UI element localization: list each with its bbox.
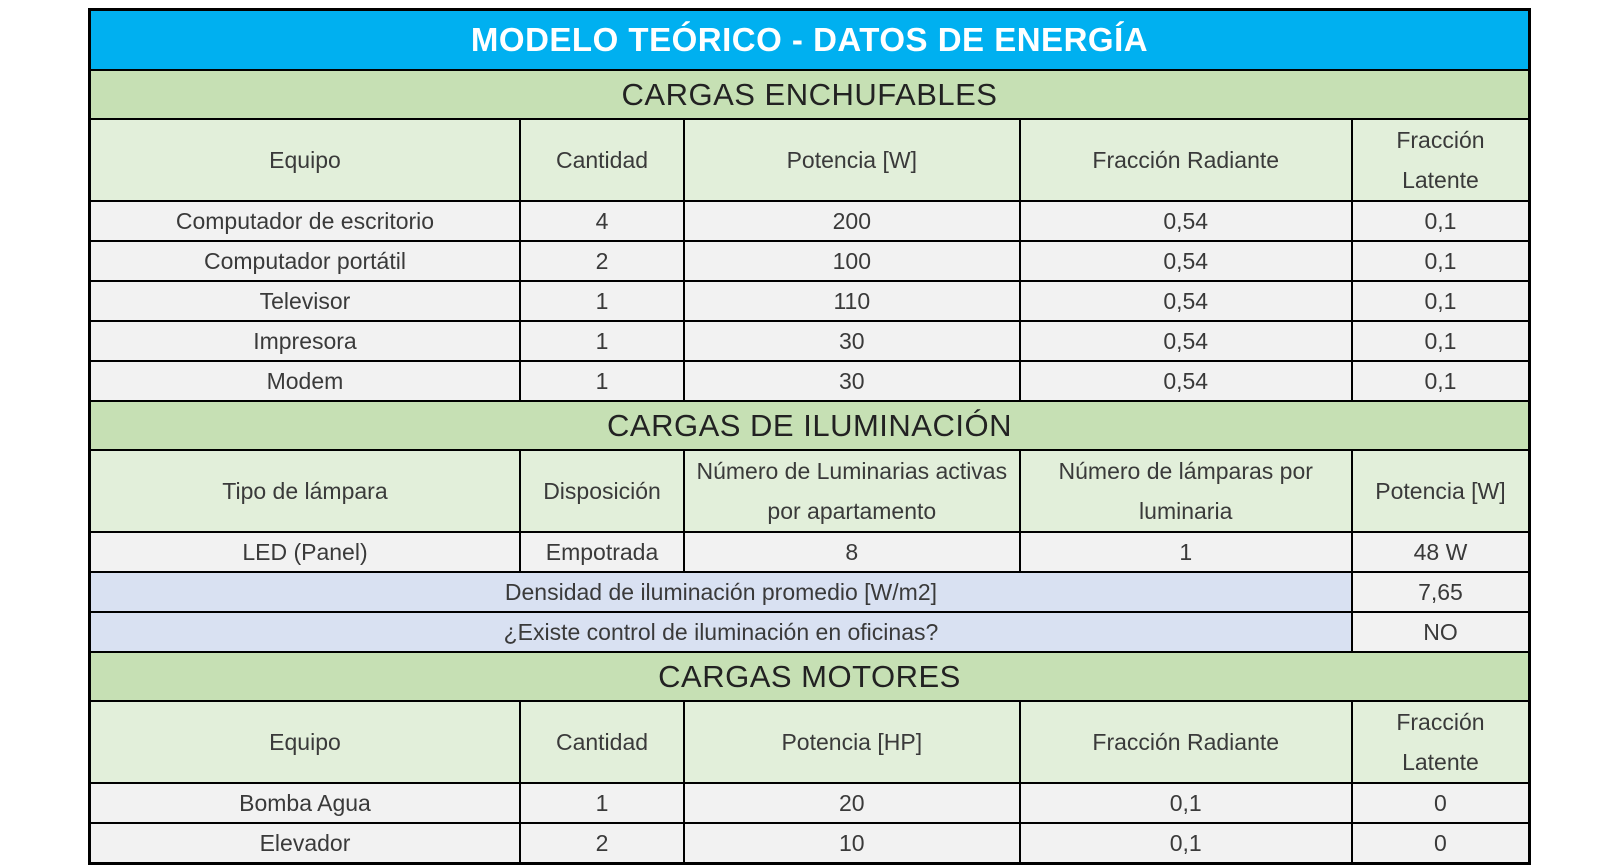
title-row bbox=[90, 10, 1530, 71]
header-cell: Cantidad bbox=[520, 701, 684, 783]
table-cell: 0,1 bbox=[1352, 281, 1530, 321]
table-cell: 4 bbox=[520, 201, 684, 241]
table-row bbox=[90, 783, 1530, 823]
table-cell: 110 bbox=[684, 281, 1019, 321]
header-cell: Tipo de lámpara bbox=[90, 450, 520, 532]
table-cell: 0 bbox=[1352, 783, 1530, 823]
plug-header-row bbox=[90, 119, 1530, 201]
table-cell: 0 bbox=[1352, 823, 1530, 864]
header-cell: Cantidad bbox=[520, 119, 684, 201]
table-cell: 1 bbox=[520, 281, 684, 321]
density-value: 7,65 bbox=[1352, 572, 1530, 612]
table-cell: 0,1 bbox=[1020, 823, 1352, 864]
table-cell: Impresora bbox=[90, 321, 520, 361]
table-cell: Modem bbox=[90, 361, 520, 401]
table-row bbox=[90, 201, 1530, 241]
table-row bbox=[90, 823, 1530, 864]
table-cell: 30 bbox=[684, 361, 1019, 401]
lighting-control-label: ¿Existe control de iluminación en oficinas? bbox=[90, 612, 1352, 652]
table-cell: Empotrada bbox=[520, 532, 684, 572]
table-row bbox=[90, 532, 1530, 572]
table-cell: 1 bbox=[520, 783, 684, 823]
density-label: Densidad de iluminación promedio [W/m2] bbox=[90, 572, 1352, 612]
header-cell: Número de Luminarias activas por apartamento bbox=[684, 450, 1019, 532]
header-cell: Número de lámparas por luminaria bbox=[1020, 450, 1352, 532]
table-cell: 1 bbox=[520, 361, 684, 401]
plug-section-row bbox=[90, 70, 1530, 119]
table-cell: 100 bbox=[684, 241, 1019, 281]
table-cell: 0,54 bbox=[1020, 321, 1352, 361]
table-cell: 0,54 bbox=[1020, 241, 1352, 281]
table-row bbox=[90, 281, 1530, 321]
header-cell: Equipo bbox=[90, 119, 520, 201]
table-row bbox=[90, 321, 1530, 361]
table-cell: 0,54 bbox=[1020, 281, 1352, 321]
table-cell: 0,1 bbox=[1352, 321, 1530, 361]
header-cell: Fracción Latente bbox=[1352, 701, 1530, 783]
header-cell: Disposición bbox=[520, 450, 684, 532]
table-cell: 2 bbox=[520, 823, 684, 864]
table-cell: 0,1 bbox=[1020, 783, 1352, 823]
lighting-header-row bbox=[90, 450, 1530, 532]
table-cell: 10 bbox=[684, 823, 1019, 864]
table-cell: 0,54 bbox=[1020, 201, 1352, 241]
lighting-control-value: NO bbox=[1352, 612, 1530, 652]
header-cell: Potencia [W] bbox=[684, 119, 1019, 201]
table-title: MODELO TEÓRICO - DATOS DE ENERGÍA bbox=[90, 10, 1530, 71]
header-cell: Fracción Radiante bbox=[1020, 119, 1352, 201]
header-cell: Equipo bbox=[90, 701, 520, 783]
density-row bbox=[90, 572, 1530, 612]
table-cell: Computador de escritorio bbox=[90, 201, 520, 241]
table-cell: 200 bbox=[684, 201, 1019, 241]
table-cell: 20 bbox=[684, 783, 1019, 823]
table-cell: Elevador bbox=[90, 823, 520, 864]
table-cell: 1 bbox=[520, 321, 684, 361]
table-cell: Bomba Agua bbox=[90, 783, 520, 823]
table-cell: 8 bbox=[684, 532, 1019, 572]
lighting-section-row bbox=[90, 401, 1530, 450]
table-cell: 1 bbox=[1020, 532, 1352, 572]
motor-section-row bbox=[90, 652, 1530, 701]
table-row bbox=[90, 361, 1530, 401]
table-cell: LED (Panel) bbox=[90, 532, 520, 572]
motor-header-row bbox=[90, 701, 1530, 783]
table-cell: 30 bbox=[684, 321, 1019, 361]
control-row bbox=[90, 612, 1530, 652]
table-cell: 0,1 bbox=[1352, 201, 1530, 241]
header-cell: Potencia [HP] bbox=[684, 701, 1019, 783]
table-cell: Computador portátil bbox=[90, 241, 520, 281]
energy-data-table bbox=[88, 8, 1531, 865]
section-title-lighting-loads: CARGAS DE ILUMINACIÓN bbox=[90, 401, 1530, 450]
section-title-plug-loads: CARGAS ENCHUFABLES bbox=[90, 70, 1530, 119]
header-cell: Fracción Radiante bbox=[1020, 701, 1352, 783]
table-cell: Televisor bbox=[90, 281, 520, 321]
header-cell: Fracción Latente bbox=[1352, 119, 1530, 201]
header-cell: Potencia [W] bbox=[1352, 450, 1530, 532]
table-cell: 2 bbox=[520, 241, 684, 281]
table-row bbox=[90, 241, 1530, 281]
table-cell: 0,54 bbox=[1020, 361, 1352, 401]
table-cell: 48 W bbox=[1352, 532, 1530, 572]
section-title-motor-loads: CARGAS MOTORES bbox=[90, 652, 1530, 701]
table-cell: 0,1 bbox=[1352, 361, 1530, 401]
table-cell: 0,1 bbox=[1352, 241, 1530, 281]
